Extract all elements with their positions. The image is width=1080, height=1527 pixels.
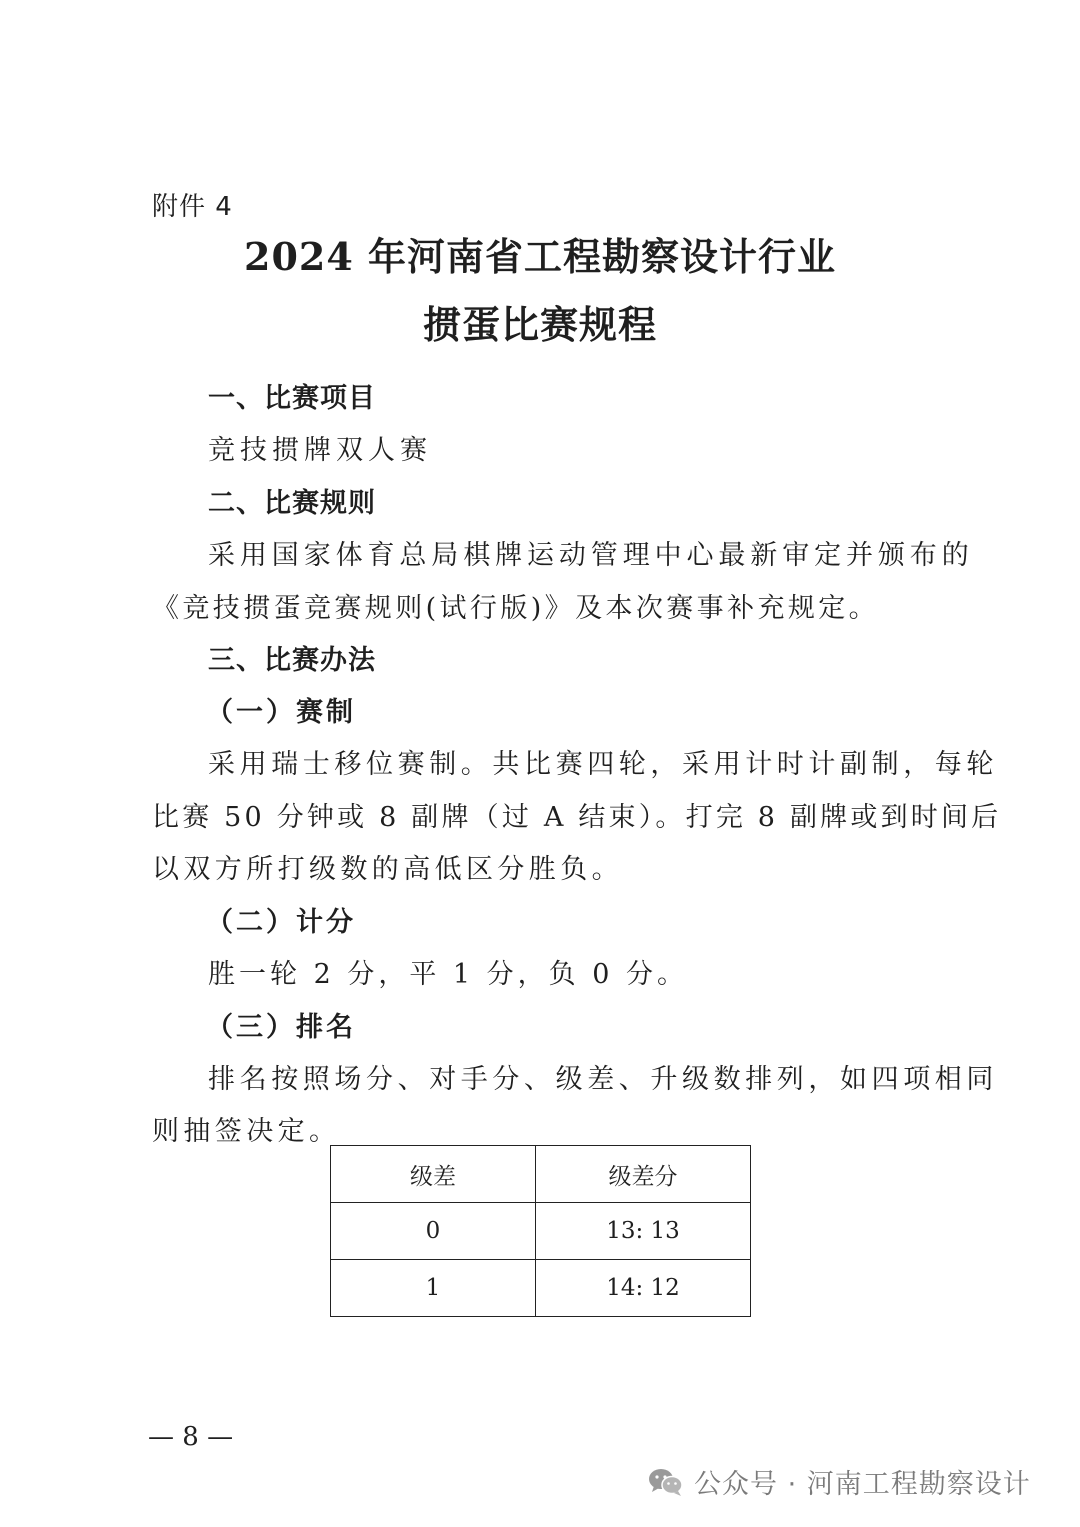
document-title-line2: 掼蛋比赛规程 xyxy=(422,302,657,347)
wechat-icon xyxy=(648,1467,684,1497)
footer-text: 公众号 · 河南工程勘察设计 xyxy=(694,1469,1031,1500)
format-text-line3: 以双方所打级数的高低区分胜负。 xyxy=(152,854,623,885)
subsection-heading-scoring: （二）计分 xyxy=(206,907,356,938)
subsection-heading-ranking: （三）排名 xyxy=(206,1012,356,1043)
rules-text-line1: 采用国家体育总局棋牌运动管理中心最新审定并颁布的 xyxy=(208,540,974,571)
table-row xyxy=(331,1260,751,1317)
section-heading-events: 一、比赛项目 xyxy=(208,383,376,414)
section-heading-method: 三、比赛办法 xyxy=(208,645,376,676)
section-heading-rules: 二、比赛规则 xyxy=(208,488,376,519)
ranking-text-line1: 排名按照场分、对手分、级差、升级数排列，如四项相同 xyxy=(208,1064,998,1095)
table-cell-grade-diff: 0 xyxy=(331,1203,536,1260)
wechat-watermark xyxy=(648,1462,1031,1501)
format-text-line1: 采用瑞士移位赛制。共比赛四轮，采用计时计副制，每轮 xyxy=(208,749,998,780)
subsection-heading-format: （一）赛制 xyxy=(206,697,356,728)
table-header-row xyxy=(331,1146,751,1203)
table-cell-grade-diff: 1 xyxy=(331,1260,536,1317)
table-row xyxy=(331,1203,751,1260)
table-cell-grade-score: 13: 13 xyxy=(536,1203,751,1260)
attachment-label: 附件 4 xyxy=(152,192,233,222)
table-header-grade-diff: 级差 xyxy=(331,1146,536,1203)
grade-difference-table xyxy=(330,1145,751,1317)
rules-text-line2: 《竞技掼蛋竞赛规则(试行版)》及本次赛事补充规定。 xyxy=(152,593,880,624)
section-text-events: 竞技掼牌双人赛 xyxy=(208,435,432,466)
page-number: — 8 — xyxy=(148,1422,234,1452)
document-title-line1: 2024 年河南省工程勘察设计行业 xyxy=(244,234,836,279)
scoring-text: 胜一轮 2 分，平 1 分，负 0 分。 xyxy=(208,959,689,990)
table-cell-grade-score: 14: 12 xyxy=(536,1260,751,1317)
format-text-line2: 比赛 50 分钟或 8 副牌（过 A 结束）。打完 8 副牌或到时间后 xyxy=(152,802,1002,833)
ranking-text-line2: 则抽签决定。 xyxy=(152,1116,341,1147)
table-header-grade-score: 级差分 xyxy=(536,1146,751,1203)
